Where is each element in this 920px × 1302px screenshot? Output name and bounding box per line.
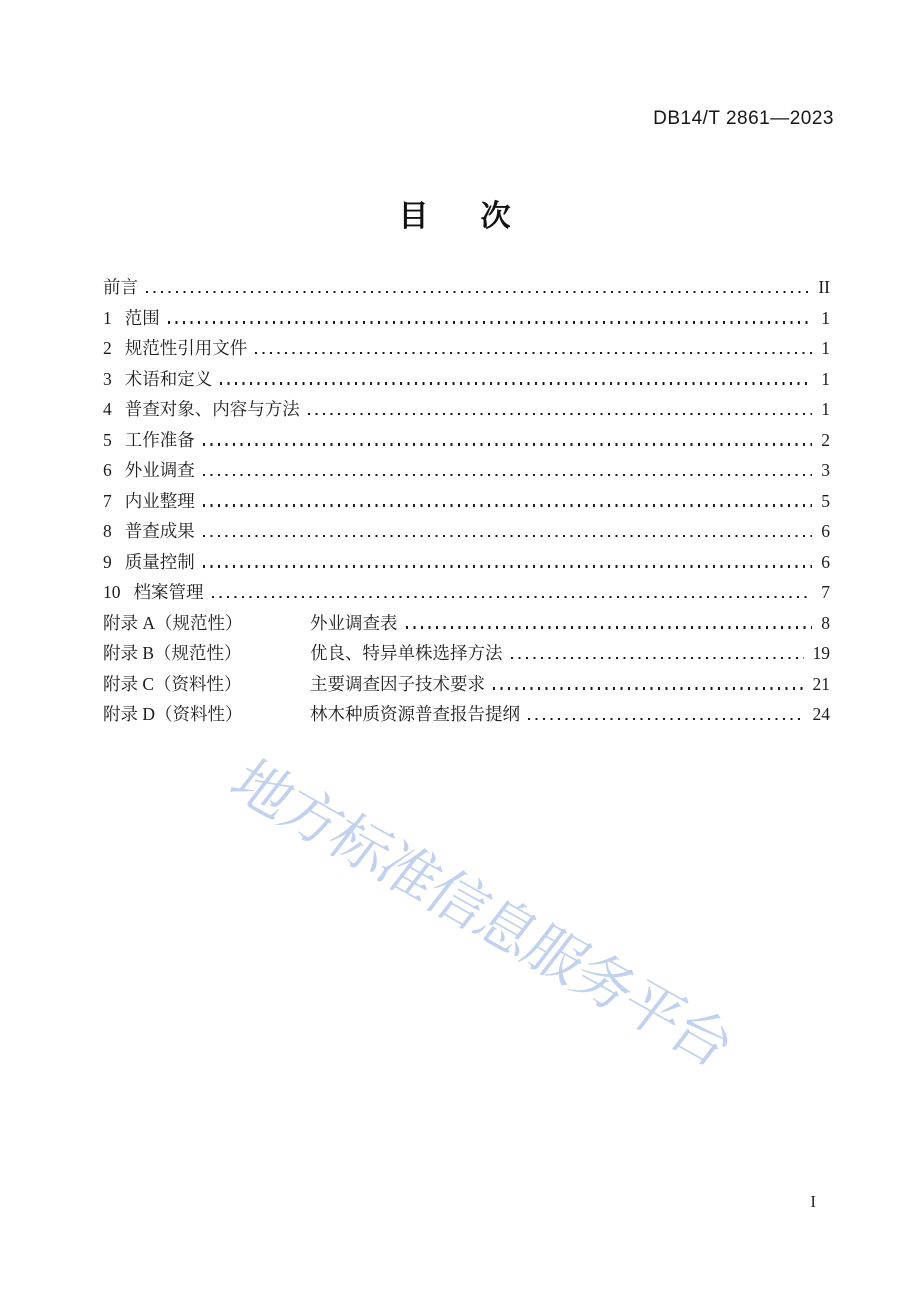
toc-entry-number: 附录 D（资料性） xyxy=(103,704,243,724)
toc-entry-page-number: 6 xyxy=(821,521,830,541)
toc-entry xyxy=(103,303,830,334)
toc-entry xyxy=(103,638,830,669)
toc-entry-page-number: 1 xyxy=(821,399,830,419)
toc-entry xyxy=(103,425,830,456)
dot-leader xyxy=(511,657,804,659)
toc-entry xyxy=(103,608,830,639)
watermark: 地方标准信息服务平台 xyxy=(217,749,746,1078)
toc-entry-label: 内业整理 xyxy=(124,490,195,511)
dot-leader xyxy=(203,504,813,506)
toc-entry-label: 外业调查 xyxy=(124,460,195,480)
toc-entry-label: 外业调查表 xyxy=(310,612,398,633)
toc-entry-page-number: 2 xyxy=(821,429,830,450)
toc-entry-number: 附录 B（规范性） xyxy=(103,643,242,663)
dot-leader xyxy=(406,626,813,628)
toc-entry xyxy=(103,272,830,303)
toc-entry-page-number: 3 xyxy=(821,460,830,480)
toc-entry-number: 7 xyxy=(103,490,112,511)
toc-entry-number: 4 xyxy=(103,399,112,419)
toc-entry xyxy=(103,364,830,395)
toc-entry-page-number: 1 xyxy=(821,307,830,328)
toc-entry xyxy=(103,669,830,700)
dot-leader xyxy=(212,596,813,598)
toc-entry-page-number: 6 xyxy=(821,551,830,572)
toc-entry-number: 8 xyxy=(103,521,112,541)
toc-entry-number: 10 xyxy=(103,582,121,602)
toc-entry-page-number: 1 xyxy=(821,338,830,358)
toc-entry-label: 优良、特异单株选择方法 xyxy=(310,643,503,663)
toc-entry-label: 质量控制 xyxy=(124,551,195,572)
toc-entry-page-number: 19 xyxy=(812,643,830,663)
toc-entry-number: 9 xyxy=(103,551,112,572)
toc-list xyxy=(103,272,830,730)
toc-entry-label: 普查成果 xyxy=(124,521,195,541)
toc-entry xyxy=(103,699,830,730)
toc-entry-page-number: II xyxy=(818,277,830,297)
toc-entry-label: 林木种质资源普查报告提纲 xyxy=(310,704,520,724)
dot-leader xyxy=(493,687,804,689)
dot-leader xyxy=(203,474,813,476)
dot-leader xyxy=(255,352,812,354)
toc-entry-page-number: 7 xyxy=(821,582,830,602)
toc-entry xyxy=(103,486,830,517)
toc-entry-number: 3 xyxy=(103,368,112,389)
toc-entry-page-number: 21 xyxy=(812,673,830,694)
footer-page-number: I xyxy=(810,1192,816,1211)
toc-entry-label: 前言 xyxy=(103,277,138,297)
standard-code-header: DB14/T 2861—2023 xyxy=(653,108,834,129)
toc-entry-label: 主要调查因子技术要求 xyxy=(310,673,485,694)
toc-entry xyxy=(103,516,830,547)
toc-entry-page-number: 8 xyxy=(821,612,830,633)
toc-entry-label: 范围 xyxy=(124,307,160,328)
toc-entry-page-number: 5 xyxy=(821,490,830,511)
dot-leader xyxy=(203,443,813,445)
dot-leader xyxy=(203,565,813,567)
toc-entry-label: 普查对象、内容与方法 xyxy=(124,399,300,419)
toc-entry xyxy=(103,455,830,486)
dot-leader xyxy=(168,321,813,323)
dot-leader xyxy=(203,535,813,537)
toc-page-title: 目 次 xyxy=(398,200,522,233)
dot-leader xyxy=(528,718,804,720)
toc-entry-page-number: 24 xyxy=(812,704,830,724)
toc-entry xyxy=(103,394,830,425)
toc-entry-number: 2 xyxy=(103,338,112,358)
toc-entry-label: 档案管理 xyxy=(133,582,204,602)
toc-entry xyxy=(103,547,830,578)
dot-leader xyxy=(308,413,813,415)
toc-entry-label: 工作准备 xyxy=(124,429,195,450)
toc-entry xyxy=(103,577,830,608)
toc-entry-number: 附录 A（规范性） xyxy=(103,612,243,633)
toc-entry-number: 6 xyxy=(103,460,112,480)
toc-entry-label: 规范性引用文件 xyxy=(124,338,248,358)
toc-entry-number: 1 xyxy=(103,307,112,328)
dot-leader xyxy=(146,291,809,293)
toc-entry-number: 5 xyxy=(103,429,112,450)
toc-entry xyxy=(103,333,830,364)
toc-entry-page-number: 1 xyxy=(821,368,830,389)
dot-leader xyxy=(220,382,812,384)
toc-entry-label: 术语和定义 xyxy=(124,368,213,389)
toc-entry-number: 附录 C（资料性） xyxy=(103,673,242,694)
